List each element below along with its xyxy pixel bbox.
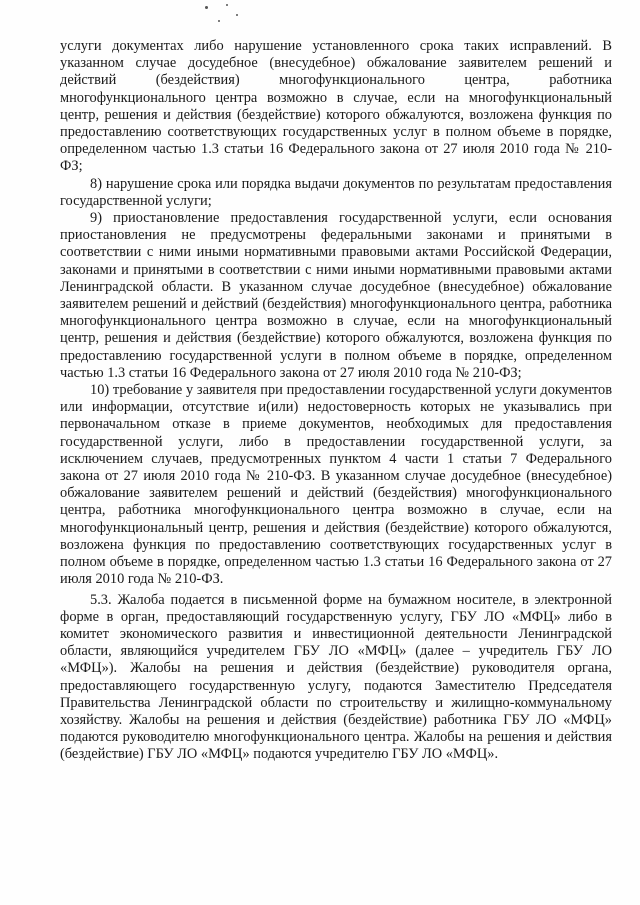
scan-speck bbox=[226, 4, 228, 6]
paragraph-continuation: услуги документах либо нарушение установленного срока таких исправлений. В указанном случае досудебное (внесудебное) обжалование заявителем решений и действий (бездействия) многофункционального центра, работника многофункционального центра возможно в случае, если на многофункциональный центр, решения и действия (бездействие) которого обжалуются, возложена функция по предоставлению соответствующих государственных услуг в полном объеме в порядке, определенном частью 1.3 статьи 16 Федерального закона от 27 июля 2010 года № 210-ФЗ; bbox=[60, 38, 612, 175]
paragraph-item-10: 10) требование у заявителя при предоставлении государственной услуги документов или информации, отсутствие и(или) недостоверность которых не указывались при первоначальном отказе в приеме документов, необходимых для предоставления государственной услуги, либо в предоставлении государственной услуги, за исключением случаев, предусмотренных пунктом 4 части 1 статьи 7 Федерального закона от 27 июля 2010 года № 210-ФЗ. В указанном случае досудебное (внесудебное) обжалование заявителем решений и действий (бездействия) многофункционального центра, работника многофункционального центра возможно в случае, если на многофункциональный центр, решения и действия (бездействие) которого обжалуются, возложена функция по предоставлению соответствующих государственных услуг в полном объеме в порядке, определенном частью 1.3 статьи 16 Федерального закона от 27 июля 2010 года № 210-ФЗ. bbox=[60, 382, 612, 588]
scan-speck bbox=[236, 14, 238, 16]
scan-speck bbox=[205, 6, 208, 9]
paragraph-section-5-3: 5.3. Жалоба подается в письменной форме на бумажном носителе, в электронной форме в орган, предоставляющий государственную услугу, ГБУ ЛО «МФЦ» либо в комитет экономического развития и инвестиционной деятельности Ленинградской области, являющийся учредителем ГБУ ЛО «МФЦ» (далее – учредитель ГБУ ЛО «МФЦ»). Жалобы на решения и действия (бездействие) руководителя органа, предоставляющего государственную услугу, подаются Заместителю Председателя Правительства Ленинградской области по строительству и жилищно-коммунальному хозяйству. Жалобы на решения и действия (бездействие) работника ГБУ ЛО «МФЦ» подаются руководителю многофункционального центра. Жалобы на решения и действия (бездействие) ГБУ ЛО «МФЦ» подаются учредителю ГБУ ЛО «МФЦ». bbox=[60, 591, 612, 763]
scan-speck bbox=[218, 20, 220, 22]
paragraph-item-9: 9) приостановление предоставления государственной услуги, если основания приостановления не предусмотрены федеральными законами и принятыми в соответствии с ними иными нормативными правовыми актами Российской Федерации, законами и принятыми в соответствии с ними иными нормативными правовыми актами Ленинградской области. В указанном случае досудебное (внесудебное) обжалование заявителем решений и действий (бездействия) многофункционального центра, работника многофункционального центра возможно в случае, если на многофункциональный центр, решения и действия (бездействие) которого обжалуются, возложена функция по предоставлению государственной услуги в полном объеме в порядке, определенном частью 1.3 статьи 16 Федерального закона от 27 июля 2010 года № 210-ФЗ; bbox=[60, 210, 612, 381]
paragraph-item-8: 8) нарушение срока или порядка выдачи документов по результатам предоставления государственной услуги; bbox=[60, 175, 612, 209]
document-body bbox=[60, 38, 612, 764]
